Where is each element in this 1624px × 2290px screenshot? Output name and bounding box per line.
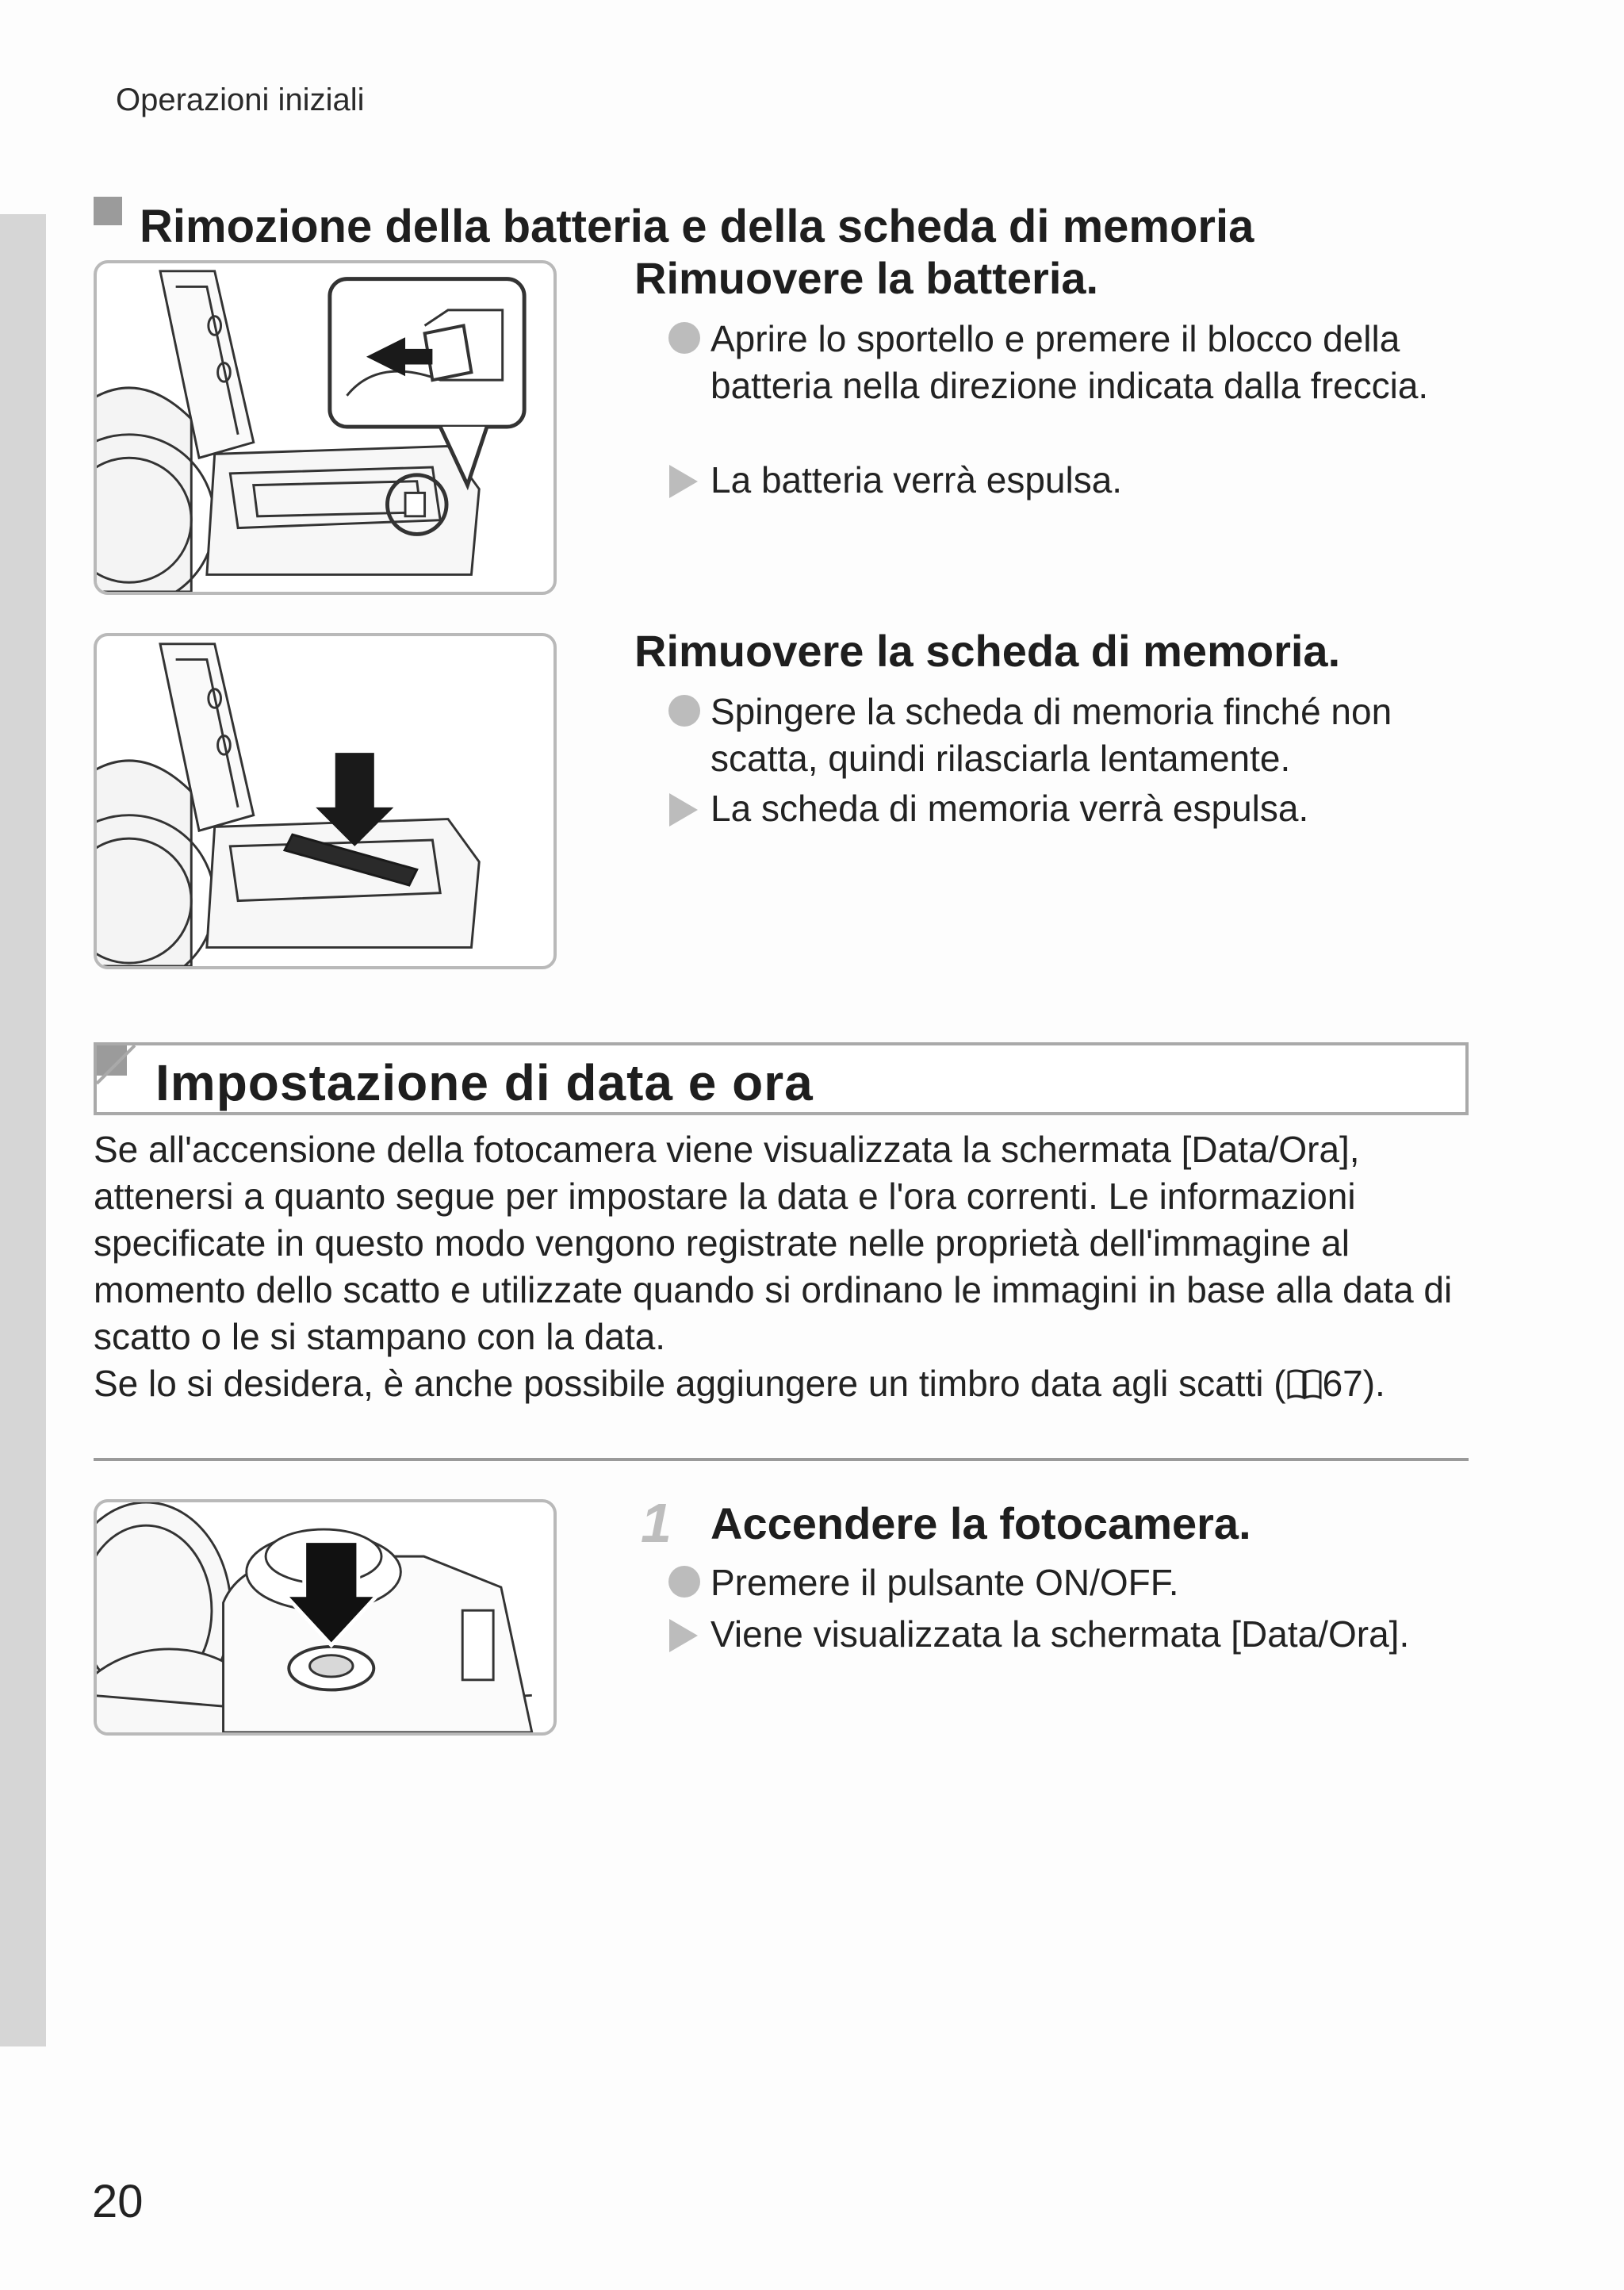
instruction-text: Aprire lo sportello e premere il blocco della batteria nella direzione indicata dalla freccia. bbox=[710, 318, 1429, 406]
triangle-bullet-icon bbox=[669, 1619, 698, 1652]
circle-bullet-icon bbox=[668, 695, 700, 727]
section-title: Impostazione di data e ora bbox=[155, 1054, 814, 1111]
step-number: 1 bbox=[641, 1492, 672, 1554]
section-title-box bbox=[94, 1042, 1469, 1115]
triangle-bullet-icon bbox=[669, 465, 698, 498]
instruction-text: Spingere la scheda di memoria finché non scatta, quindi rilasciarla lentamente. bbox=[710, 691, 1392, 779]
step-title: Rimuovere la batteria. bbox=[634, 253, 1099, 303]
step-title: Rimuovere la scheda di memoria. bbox=[634, 626, 1341, 676]
step-title: Accendere la fotocamera. bbox=[710, 1498, 1251, 1548]
circle-bullet-icon bbox=[668, 322, 700, 354]
instruction-bullet bbox=[666, 1559, 1491, 1606]
book-icon bbox=[1286, 1367, 1323, 1401]
result-bullet bbox=[666, 457, 1491, 504]
instruction-text: Premere il pulsante ON/OFF. bbox=[710, 1562, 1179, 1603]
intro-text: Se all'accensione della fotocamera viene visualizzata la schermata [Data/Ora], attenersi a quanto segue per impostare la data e l'ora correnti. Le informazioni specificate in questo modo vengono registrate nelle proprietà dell'immagine al momento dello scatto e utilizzate quando si ordinano le immagini in base alla data di scatto o le si stampano con la data. bbox=[94, 1129, 1453, 1357]
intro-text-2: Se lo si desidera, è anche possibile aggiungere un timbro data agli scatti ( 67). bbox=[94, 1363, 1385, 1404]
side-strip bbox=[0, 214, 46, 2046]
circle-bullet-icon bbox=[668, 1566, 700, 1598]
section-header: Operazioni iniziali bbox=[116, 82, 365, 117]
instruction-bullet bbox=[666, 316, 1491, 409]
instruction-bullet bbox=[666, 689, 1491, 782]
result-text: La scheda di memoria verrà espulsa. bbox=[710, 788, 1309, 829]
page-reference-link[interactable]: 67 bbox=[1322, 1363, 1363, 1404]
result-text: La batteria verrà espulsa. bbox=[710, 459, 1123, 501]
power-button-illustration bbox=[94, 1499, 557, 1736]
result-bullet bbox=[666, 1611, 1491, 1658]
section-title: Rimozione della batteria e della scheda di memoria bbox=[140, 201, 1254, 252]
section-marker-icon bbox=[97, 1045, 144, 1118]
intro-paragraph bbox=[94, 1126, 1489, 1407]
divider bbox=[94, 1458, 1469, 1461]
result-bullet bbox=[666, 785, 1491, 832]
triangle-bullet-icon bbox=[669, 793, 698, 827]
battery-removal-illustration bbox=[94, 260, 557, 595]
memory-card-removal-illustration bbox=[94, 633, 557, 969]
page-number: 20 bbox=[92, 2176, 144, 2227]
result-text: Viene visualizzata la schermata [Data/Ora]. bbox=[710, 1613, 1410, 1655]
section-marker bbox=[94, 197, 122, 225]
